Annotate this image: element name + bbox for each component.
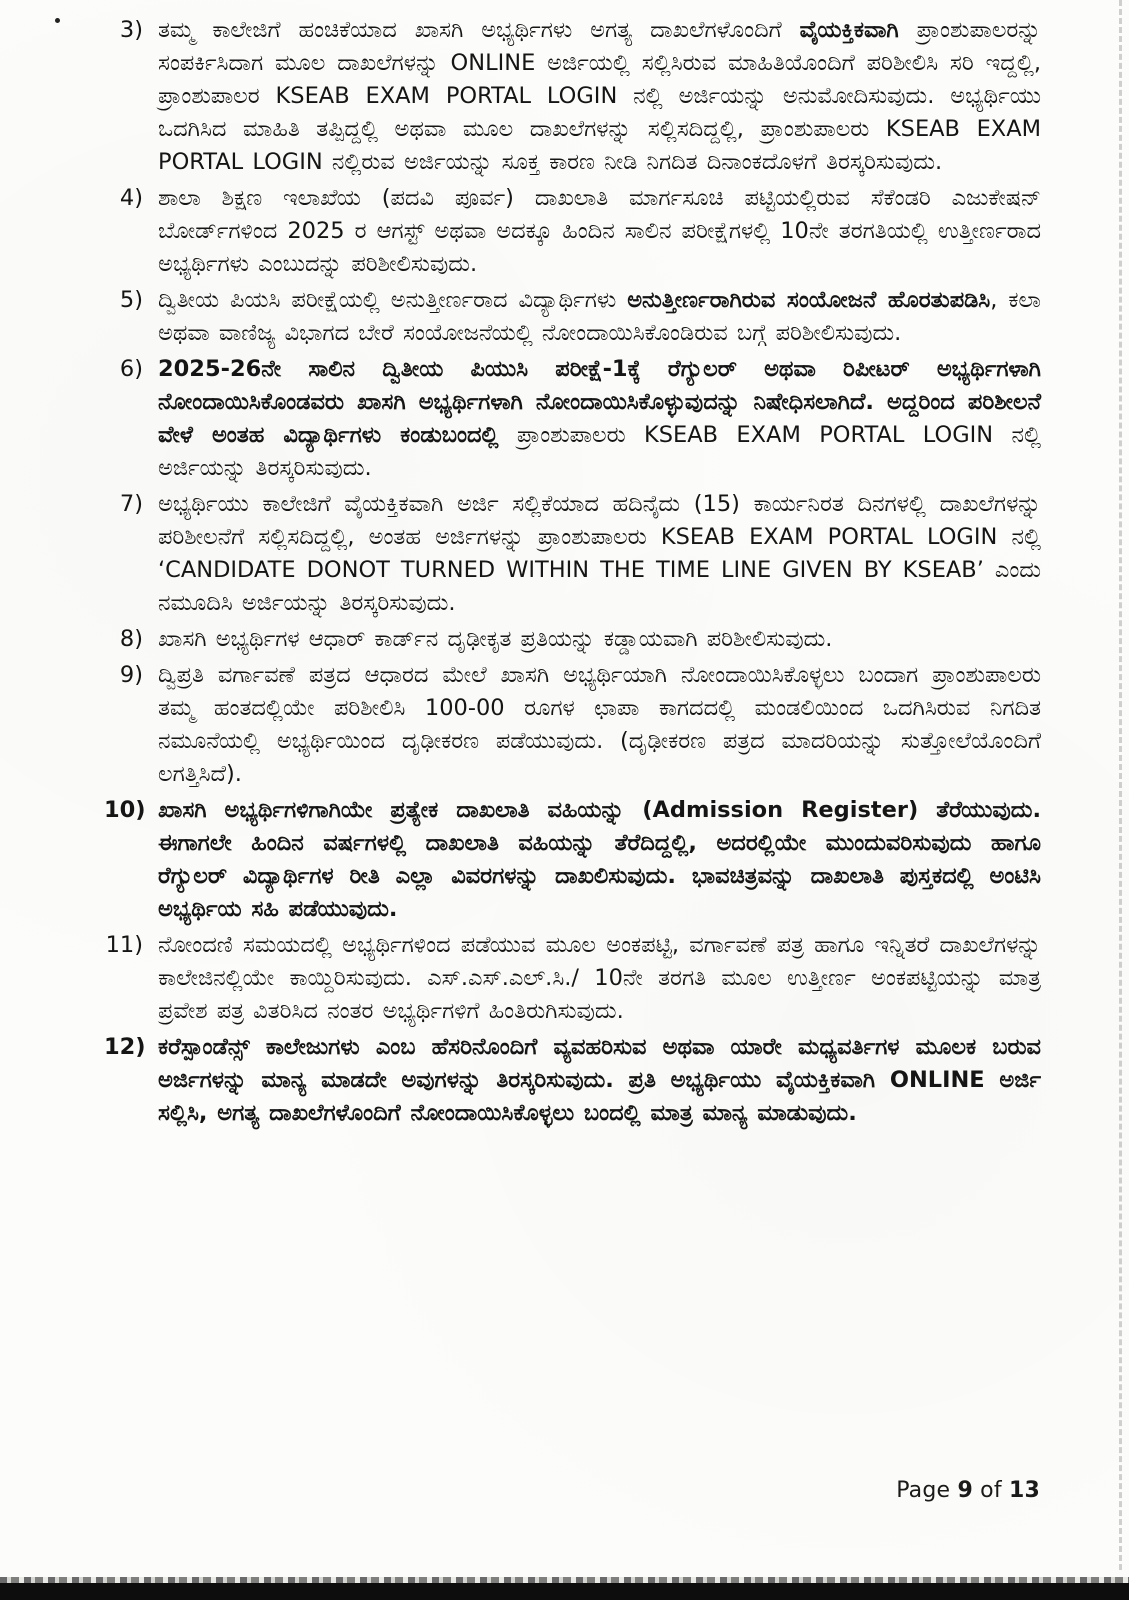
list-item [104, 794, 1041, 926]
item-number: 8) [119, 626, 143, 652]
list-item [104, 488, 1041, 620]
item-text: ದ್ವಿಪ್ರತಿ ವರ್ಗಾವಣೆ ಪತ್ರದ ಆಧಾರದ ಮೇಲೆ ಖಾಸಗಿ ಅಭ್ಯರ್ಥಿಯಾಗಿ ನೋಂದಾಯಿಸಿಕೊಳ್ಳಲು ಬಂದಾಗ ಪ್ರಾಂಶುಪಾಲರು ತಮ್ಮ ಹಂತದಲ್ಲಿಯೇ ಪರಿಶೀಲಿಸಿ 100-00 ರೂಗಳ ಛಾಪಾ ಕಾಗದದಲ್ಲಿ ಮಂಡಲಿಯಿಂದ ಒದಗಿಸಿರುವ ನಿಗದಿತ ನಮೂನೆಯಲ್ಲಿ ಅಭ್ಯರ್ಥಿಯಿಂದ ದೃಢೀಕರಣ ಪಡೆಯುವುದು. (ದೃಢೀಕರಣ ಪತ್ರದ ಮಾದರಿಯನ್ನು ಸುತ್ತೋಲೆಯೊಂದಿಗೆ ಲಗತ್ತಿಸಿದೆ). [158, 662, 1041, 787]
page-footer [896, 1478, 1040, 1504]
scan-edge-artifact [1119, 0, 1122, 1570]
list-item [104, 182, 1041, 281]
item-number: 10) [104, 797, 146, 823]
item-text: ನೋಂದಣಿ ಸಮಯದಲ್ಲಿ ಅಭ್ಯರ್ಥಿಗಳಿಂದ ಪಡೆಯುವ ಮೂಲ ಅಂಕಪಟ್ಟಿ, ವರ್ಗಾವಣೆ ಪತ್ರ ಹಾಗೂ ಇನ್ನಿತರೆ ದಾಖಲೆಗಳನ್ನು ಕಾಲೇಜಿನಲ್ಲಿಯೇ ಕಾಯ್ದಿರಿಸುವುದು. ಎಸ್.ಎಸ್.ಎಲ್.ಸಿ./ 10ನೇ ತರಗತಿ ಮೂಲ ಉತ್ತೀರ್ಣ ಅಂಕಪಟ್ಟಿಯನ್ನು ಮಾತ್ರ ಪ್ರವೇಶ ಪತ್ರ ವಿತರಿಸಿದ ನಂತರ ಅಭ್ಯರ್ಥಿಗಳಿಗೆ ಹಿಂತಿರುಗಿಸುವುದು. [158, 932, 1041, 1024]
item-text: ಖಾಸಗಿ ಅಭ್ಯರ್ಥಿಗಳಿಗಾಗಿಯೇ ಪ್ರತ್ಯೇಕ ದಾಖಲಾತಿ ವಹಿಯನ್ನು (Admission Register) ತೆರೆಯುವುದು. ಈಗಾಗಲೇ ಹಿಂದಿನ ವರ್ಷಗಳಲ್ಲಿ ದಾಖಲಾತಿ ವಹಿಯನ್ನು ತೆರೆದಿದ್ದಲ್ಲಿ, ಅದರಲ್ಲಿಯೇ ಮುಂದುವರಿಸುವುದು ಹಾಗೂ ರೆಗ್ಯುಲರ್ ವಿದ್ಯಾರ್ಥಿಗಳ ರೀತಿ ಎಲ್ಲಾ ವಿವರಗಳನ್ನು ದಾಖಲಿಸುವುದು. ಭಾವಚಿತ್ರವನ್ನು ದಾಖಲಾತಿ ಪುಸ್ತಕದಲ್ಲಿ ಅಂಟಿಸಿ ಅಭ್ಯರ್ಥಿಯ ಸಹಿ ಪಡೆಯುವುದು. [158, 797, 1041, 922]
scan-speck [55, 18, 60, 23]
item-number: 11) [105, 932, 143, 958]
item-text: 2025-26ನೇ ಸಾಲಿನ ದ್ವಿತೀಯ ಪಿಯುಸಿ ಪರೀಕ್ಷೆ-1ಕ್ಕೆ ರೆಗ್ಯುಲರ್ ಅಥವಾ ರಿಪೀಟರ್ ಅಭ್ಯರ್ಥಿಗಳಾಗಿ ನೋಂದಾಯಿಸಿಕೊಂಡವರು ಖಾಸಗಿ ಅಭ್ಯರ್ಥಿಗಳಾಗಿ ನೋಂದಾಯಿಸಿಕೊಳ್ಳುವುದನ್ನು ನಿಷೇಧಿಸಲಾಗಿದೆ. ಅದ್ದರಿಂದ ಪರಿಶೀಲನೆ ವೇಳೆ ಅಂತಹ ವಿದ್ಯಾರ್ಥಿಗಳು ಕಂಡುಬಂದಲ್ಲಿ ಪ್ರಾಂಶುಪಾಲರು KSEAB EXAM PORTAL LOGIN ನಲ್ಲಿ ಅರ್ಜಿಯನ್ನು ತಿರಸ್ಕರಿಸುವುದು. [158, 356, 1041, 481]
item-text: ಶಾಲಾ ಶಿಕ್ಷಣ ಇಲಾಖೆಯ (ಪದವಿ ಪೂರ್ವ) ದಾಖಲಾತಿ ಮಾರ್ಗಸೂಚಿ ಪಟ್ಟಿಯಲ್ಲಿರುವ ಸೆಕೆಂಡರಿ ಎಜುಕೇಷನ್ ಬೋರ್ಡ್‌ಗಳಿಂದ 2025 ರ ಆಗಸ್ಟ್ ಅಥವಾ ಅದಕ್ಕೂ ಹಿಂದಿನ ಸಾಲಿನ ಪರೀಕ್ಷೆಗಳಲ್ಲಿ 10ನೇ ತರಗತಿಯಲ್ಲಿ ಉತ್ತೀರ್ಣರಾದ ಅಭ್ಯರ್ಥಿಗಳು ಎಂಬುದನ್ನು ಪರಿಶೀಲಿಸುವುದು. [158, 185, 1041, 277]
item-text: ಕರೆಸ್ಪಾಂಡೆನ್ಸ್ ಕಾಲೇಜುಗಳು ಎಂಬ ಹೆಸರಿನೊಂದಿಗೆ ವ್ಯವಹರಿಸುವ ಅಥವಾ ಯಾರೇ ಮಧ್ಯವರ್ತಿಗಳ ಮೂಲಕ ಬರುವ ಅರ್ಜಿಗಳನ್ನು ಮಾನ್ಯ ಮಾಡದೇ ಅವುಗಳನ್ನು ತಿರಸ್ಕರಿಸುವುದು. ಪ್ರತಿ ಅಭ್ಯರ್ಥಿಯು ವೈಯಕ್ತಿಕವಾಗಿ ONLINE ಅರ್ಜಿ ಸಲ್ಲಿಸಿ, ಅಗತ್ಯ ದಾಖಲೆಗಳೊಂದಿಗೆ ನೋಂದಾಯಿಸಿಕೊಳ್ಳಲು ಬಂದಲ್ಲಿ ಮಾತ್ರ ಮಾನ್ಯ ಮಾಡುವುದು. [158, 1034, 1041, 1126]
item-number: 12) [104, 1034, 146, 1060]
footer-page-number: 9 [957, 1478, 973, 1503]
item-number: 4) [119, 185, 143, 211]
item-number: 7) [119, 491, 143, 517]
list-item [104, 353, 1041, 485]
footer-of-label: of [980, 1478, 1002, 1503]
item-text: ದ್ವಿತೀಯ ಪಿಯಸಿ ಪರೀಕ್ಷೆಯಲ್ಲಿ ಅನುತ್ತೀರ್ಣರಾದ ವಿದ್ಯಾರ್ಥಿಗಳು ಅನುತ್ತೀರ್ಣರಾಗಿರುವ ಸಂಯೋಜನೆ ಹೊರತುಪಡಿಸಿ, ಕಲಾ ಅಥವಾ ವಾಣಿಜ್ಯ ವಿಭಾಗದ ಬೇರೆ ಸಂಯೋಜನೆಯಲ್ಲಿ ನೋಂದಾಯಿಸಿಕೊಂಡಿರುವ ಬಗ್ಗೆ ಪರಿಶೀಲಿಸುವುದು. [158, 287, 1041, 346]
item-number: 3) [119, 17, 143, 43]
list-item [104, 929, 1041, 1028]
list-item [104, 659, 1041, 791]
list-item [104, 623, 1041, 656]
item-number: 6) [119, 356, 143, 382]
scan-bottom-bar [0, 1583, 1129, 1600]
item-text: ತಮ್ಮ ಕಾಲೇಜಿಗೆ ಹಂಚಿಕೆಯಾದ ಖಾಸಗಿ ಅಭ್ಯರ್ಥಿಗಳು ಅಗತ್ಯ ದಾಖಲೆಗಳೊಂದಿಗೆ ವೈಯಕ್ತಿಕವಾಗಿ ಪ್ರಾಂಶುಪಾಲರನ್ನು ಸಂಪರ್ಕಿಸಿದಾಗ ಮೂಲ ದಾಖಲೆಗಳನ್ನು ONLINE ಅರ್ಜಿಯಲ್ಲಿ ಸಲ್ಲಿಸಿರುವ ಮಾಹಿತಿಯೊಂದಿಗೆ ಪರಿಶೀಲಿಸಿ ಸರಿ ಇದ್ದಲ್ಲಿ, ಪ್ರಾಂಶುಪಾಲರ KSEAB EXAM PORTAL LOGIN ನಲ್ಲಿ ಅರ್ಜಿಯನ್ನು ಅನುಮೋದಿಸುವುದು. ಅಭ್ಯರ್ಥಿಯು ಒದಗಿಸಿದ ಮಾಹಿತಿ ತಪ್ಪಿದ್ದಲ್ಲಿ ಅಥವಾ ಮೂಲ ದಾಖಲೆಗಳನ್ನು ಸಲ್ಲಿಸದಿದ್ದಲ್ಲಿ, ಪ್ರಾಂಶುಪಾಲರು KSEAB EXAM PORTAL LOGIN ನಲ್ಲಿರುವ ಅರ್ಜಿಯನ್ನು ಸೂಕ್ತ ಕಾರಣ ನೀಡಿ ನಿಗದಿತ ದಿನಾಂಕದೊಳಗೆ ತಿರಸ್ಕರಿಸುವುದು. [158, 17, 1041, 175]
item-text: ಖಾಸಗಿ ಅಭ್ಯರ್ಥಿಗಳ ಆಧಾರ್ ಕಾರ್ಡ್‌ನ ದೃಢೀಕೃತ ಪ್ರತಿಯನ್ನು ಕಡ್ಡಾಯವಾಗಿ ಪರಿಶೀಲಿಸುವುದು. [158, 626, 833, 652]
list-item [104, 284, 1041, 350]
item-number: 5) [119, 287, 143, 313]
numbered-list [104, 14, 1041, 1133]
item-number: 9) [119, 662, 143, 688]
footer-page-label: Page [896, 1478, 951, 1503]
item-text: ಅಭ್ಯರ್ಥಿಯು ಕಾಲೇಜಿಗೆ ವೈಯಕ್ತಿಕವಾಗಿ ಅರ್ಜಿ ಸಲ್ಲಿಕೆಯಾದ ಹದಿನೈದು (15) ಕಾರ್ಯನಿರತ ದಿನಗಳಲ್ಲಿ ದಾಖಲೆಗಳನ್ನು ಪರಿಶೀಲನೆಗೆ ಸಲ್ಲಿಸದಿದ್ದಲ್ಲಿ, ಅಂತಹ ಅರ್ಜಿಗಳನ್ನು ಪ್ರಾಂಶುಪಾಲರು KSEAB EXAM PORTAL LOGIN ನಲ್ಲಿ ‘CANDIDATE DONOT TURNED WITHIN THE TIME LINE GIVEN BY KSEAB’ ಎಂದು ನಮೂದಿಸಿ ಅರ್ಜಿಯನ್ನು ತಿರಸ್ಕರಿಸುವುದು. [158, 491, 1041, 616]
footer-total-pages: 13 [1008, 1478, 1040, 1503]
list-item [104, 1031, 1041, 1130]
list-item [104, 14, 1041, 179]
